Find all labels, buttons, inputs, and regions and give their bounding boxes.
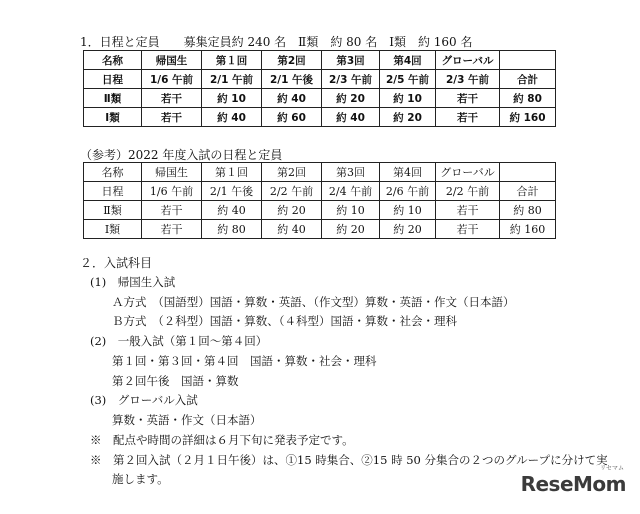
table-cell: Ⅰ類 <box>84 220 142 239</box>
table-cell: 第4回 <box>380 51 436 70</box>
table-cell: 約 40 <box>322 108 380 127</box>
note-round2-groups: ※ 第２回入試（２月１日午後）は、①15 時集合、②15 時 50 分集合の２つのグループに分けて実 <box>90 453 608 467</box>
table-cell: 約 40 <box>202 201 262 220</box>
table-row <box>84 108 556 127</box>
table-cell: 約 40 <box>262 220 322 239</box>
table-cell: 第2回 <box>262 51 322 70</box>
table-cell: 帰国生 <box>142 163 202 182</box>
table-cell: グローバル <box>436 51 500 70</box>
schedule-table-2023 <box>83 50 556 127</box>
table-cell: 1/6 午前 <box>142 70 202 89</box>
table-cell: 1/6 午前 <box>142 182 202 201</box>
table-cell: 2/3 午前 <box>436 70 500 89</box>
table-cell: 約 80 <box>500 89 556 108</box>
schedule-table-2022 <box>83 162 556 239</box>
table-cell: 第2回 <box>262 163 322 182</box>
table-cell: 2/6 午前 <box>380 182 436 201</box>
table-cell: 約 20 <box>380 108 436 127</box>
table-cell: 合計 <box>500 182 556 201</box>
table-header-row <box>84 51 556 70</box>
table-cell: Ⅱ類 <box>84 89 142 108</box>
table-row <box>84 220 556 239</box>
logo-text: ReseMom <box>520 472 626 496</box>
table-cell: Ⅰ類 <box>84 108 142 127</box>
table-cell: 約 10 <box>380 89 436 108</box>
table-cell: 第3回 <box>322 163 380 182</box>
table-cell <box>500 163 556 182</box>
table-row <box>84 89 556 108</box>
table-cell: 約 160 <box>500 108 556 127</box>
table-cell: 約 40 <box>262 89 322 108</box>
method-b-line: Ｂ方式 （２科型）国語・算数、（４科型）国語・算数・社会・理科 <box>112 314 457 328</box>
table-cell: 第3回 <box>322 51 380 70</box>
table-cell: 第１回 <box>202 163 262 182</box>
table-cell: 約 20 <box>322 89 380 108</box>
table-cell: 第１回 <box>202 51 262 70</box>
logo-ruby: リセマム <box>600 465 624 472</box>
table-cell: 若干 <box>142 220 202 239</box>
table-cell: 約 40 <box>202 108 262 127</box>
table-cell: 約 10 <box>322 201 380 220</box>
subsection-global: (3) グローバル入試 <box>90 393 198 407</box>
note-scoring: ※ 配点や時間の詳細は６月下旬に発表予定です。 <box>90 433 354 447</box>
table-cell: 若干 <box>142 89 202 108</box>
table-cell: 2/1 午後 <box>262 70 322 89</box>
table-cell: 2/5 午前 <box>380 70 436 89</box>
table-cell <box>500 51 556 70</box>
table-cell: 日程 <box>84 70 142 89</box>
table-cell: 2/2 午前 <box>436 182 500 201</box>
table-cell: 2/1 午前 <box>202 70 262 89</box>
resemom-logo <box>520 465 626 496</box>
table-cell: 2/4 午前 <box>322 182 380 201</box>
table-row <box>84 70 556 89</box>
table-cell: 若干 <box>142 201 202 220</box>
table-cell: 約 20 <box>262 201 322 220</box>
reference-heading: （参考）2022 年度入試の日程と定員 <box>80 148 283 162</box>
table-cell: 日程 <box>84 182 142 201</box>
global-subjects-line: 算数・英語・作文（日本語） <box>112 413 262 427</box>
method-a-line: Ａ方式 （国語型）国語・算数・英語、（作文型）算数・英語・作文（日本語） <box>112 295 515 309</box>
table-cell: 約 10 <box>202 89 262 108</box>
table-cell: 約 10 <box>380 201 436 220</box>
note-round2-continued: 施します。 <box>112 472 169 486</box>
table-cell: 約 20 <box>380 220 436 239</box>
table-cell: 若干 <box>142 108 202 127</box>
table-cell: グローバル <box>436 163 500 182</box>
table-cell: 名称 <box>84 163 142 182</box>
subsection-returnee: (1) 帰国生入試 <box>90 275 176 289</box>
table-cell: 若干 <box>436 201 500 220</box>
table-cell: 帰国生 <box>142 51 202 70</box>
table-cell: 若干 <box>436 108 500 127</box>
table-cell: 約 60 <box>262 108 322 127</box>
table-cell: Ⅱ類 <box>84 201 142 220</box>
table-cell: 若干 <box>436 220 500 239</box>
table-cell: 約 160 <box>500 220 556 239</box>
table-cell: 2/2 午前 <box>262 182 322 201</box>
table-header-row <box>84 163 556 182</box>
table-cell: 約 20 <box>322 220 380 239</box>
table-cell: 約 80 <box>500 201 556 220</box>
general-subjects-line: 第１回・第３回・第４回 国語・算数・社会・理科 <box>112 354 377 368</box>
table-cell: 第4回 <box>380 163 436 182</box>
section1-heading: 1．日程と定員 募集定員約 240 名 Ⅱ類 約 80 名 Ⅰ類 約 160 名 <box>80 35 473 49</box>
subsection-general: (2) 一般入試（第１回～第４回） <box>90 334 268 348</box>
section2-heading: ２．入試科目 <box>80 256 153 270</box>
table-cell: 合計 <box>500 70 556 89</box>
table-cell: 名称 <box>84 51 142 70</box>
table-cell: 2/1 午後 <box>202 182 262 201</box>
table-row <box>84 182 556 201</box>
table-cell: 約 80 <box>202 220 262 239</box>
table-cell: 2/3 午前 <box>322 70 380 89</box>
table-cell: 若干 <box>436 89 500 108</box>
round2-subjects-line: 第２回午後 国語・算数 <box>112 374 239 388</box>
table-row <box>84 201 556 220</box>
